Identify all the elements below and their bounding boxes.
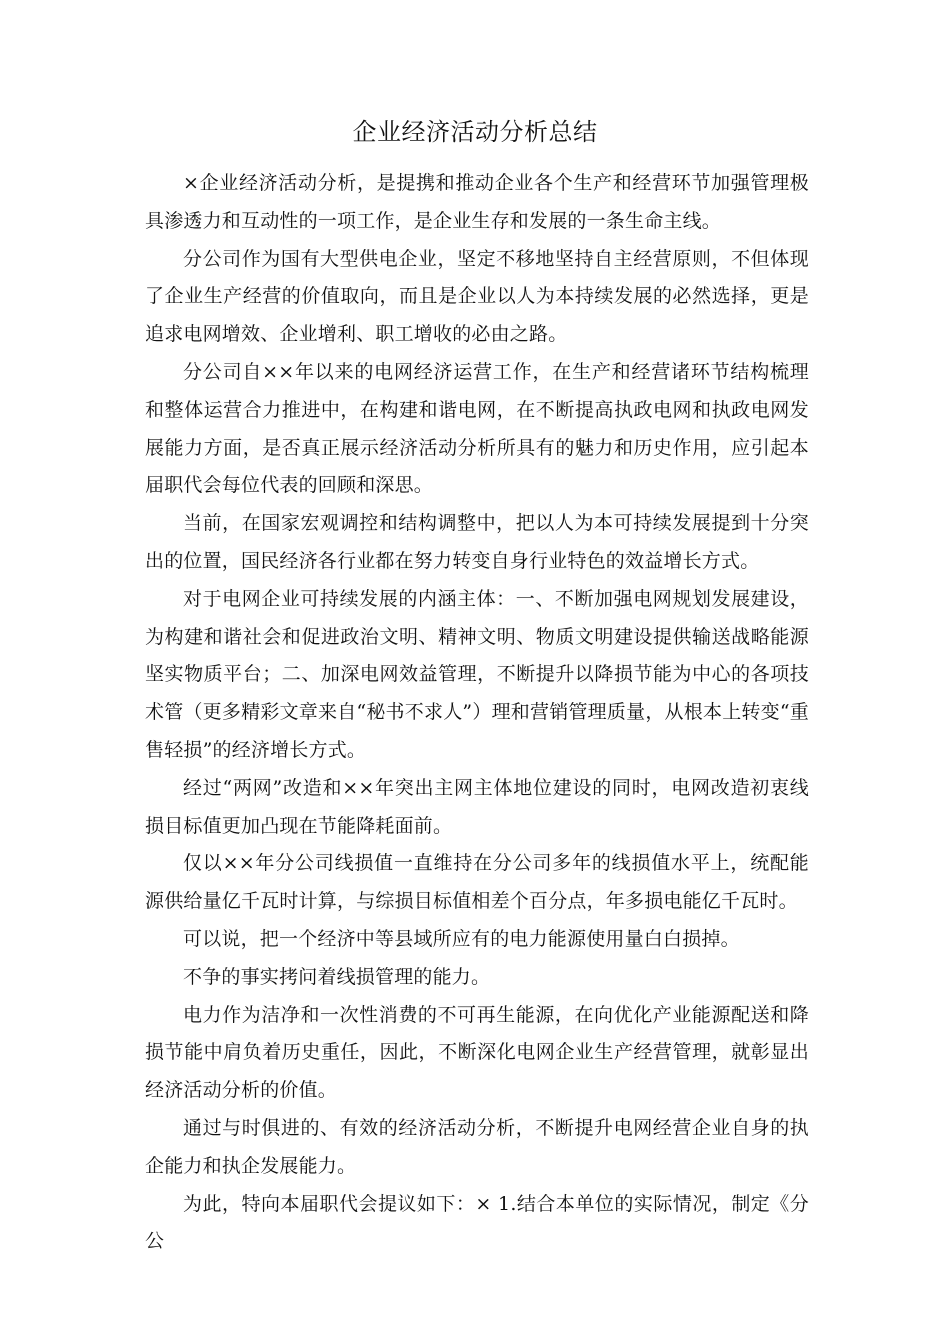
paragraph: 分公司作为国有大型供电企业，坚定不移地坚持自主经营原则，不但体现了企业生产经营的价值取向，而且是企业以人为本持续发展的必然选择，更是追求电网增效、企业增利、职工增收的必由之路。 [145, 247, 809, 346]
paragraph: 经过“两网”改造和××年突出主网主体地位建设的同时，电网改造初衷线损目标值更加凸现在节能降耗面前。 [145, 776, 809, 837]
paragraph: 仅以××年分公司线损值一直维持在分公司多年的线损值水平上，统配能源供给量亿千瓦时计算，与综损目标值相差个百分点，年多损电能亿千瓦时。 [145, 852, 809, 913]
paragraph: 对于电网企业可持续发展的内涵主体：一、不断加强电网规划发展建设，为构建和谐社会和促进政治文明、精神文明、物质文明建设提供输送战略能源坚实物质平台；二、加深电网效益管理，不断提升以降损节能为中心的各项技术管（更多精彩文章来自“秘书不求人”）理和营销管理质量，从根本上转变“重售轻损”的经济增长方式。 [145, 587, 809, 761]
paragraph: 为此，特向本届职代会提议如下：× 1.结合本单位的实际情况，制定《分公 [145, 1192, 809, 1253]
paragraph: 电力作为洁净和一次性消费的不可再生能源，在向优化产业能源配送和降损节能中肩负着历史重任，因此，不断深化电网企业生产经营管理，就彰显出经济活动分析的价值。 [145, 1003, 809, 1102]
paragraph: 通过与时俱进的、有效的经济活动分析，不断提升电网经营企业自身的执企能力和执企发展能力。 [145, 1116, 809, 1177]
paragraph: 当前，在国家宏观调控和结构调整中，把以人为本可持续发展提到十分突出的位置，国民经济各行业都在努力转变自身行业特色的效益增长方式。 [145, 512, 809, 572]
document-body [145, 165, 809, 1261]
paragraph: ×企业经济活动分析，是提携和推动企业各个生产和经营环节加强管理极具渗透力和互动性的一项工作，是企业生存和发展的一条生命主线。 [145, 172, 809, 232]
paragraph: 不争的事实拷问着线损管理的能力。 [183, 965, 491, 988]
paragraph: 可以说，把一个经济中等县域所应有的电力能源使用量白白损掉。 [183, 927, 740, 950]
document-title: 企业经济活动分析总结 [352, 118, 598, 146]
paragraph: 分公司自××年以来的电网经济运营工作，在生产和经营诸环节结构梳理和整体运营合力推进中，在构建和谐电网，在不断提高执政电网和执政电网发展能力方面，是否真正展示经济活动分析所具有的魅力和历史作用，应引起本届职代会每位代表的回顾和深思。 [145, 360, 809, 497]
